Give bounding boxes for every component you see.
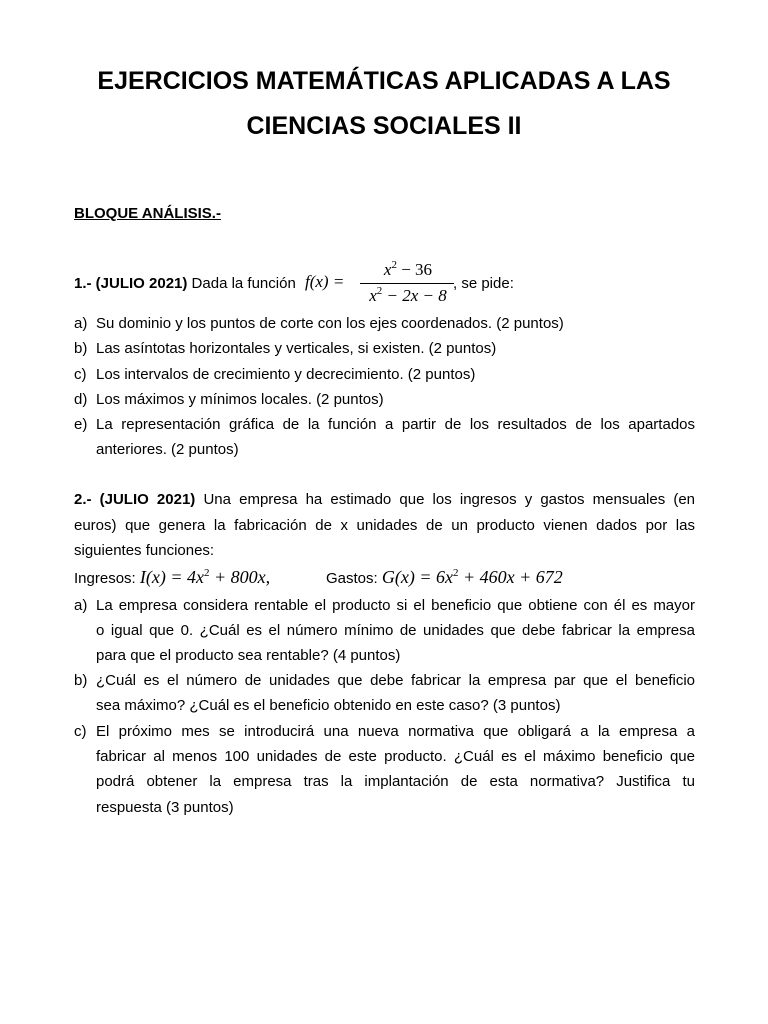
q2-item-a-line-2: o igual que 0. ¿Cuál es el número mínimo de unidades que debe fabricar la empresa (96, 622, 695, 639)
q2-item-c-line-3: podrá obtener la empresa tras la implantación de esta normativa? Justifica tu (96, 773, 695, 790)
q2-intro-line-3: siguientes funciones: (74, 542, 215, 559)
q1-tail: , se pide: (453, 275, 514, 292)
q1-lead (74, 275, 296, 292)
q2-intro-line-2: euros) que genera la fabricación de x unidades de un producto vienen dados por las (74, 517, 695, 534)
fraction-bar (360, 283, 454, 284)
q2-gastos: Gastos: $G(x) = 6x^2 + 460x + 672$ (326, 567, 563, 587)
q2-intro-line-1: 2.- (JULIO 2021) Una empresa ha estimado que los ingresos y gastos mensuales (en (74, 491, 696, 508)
q1-function-name: f(x) = (305, 272, 345, 291)
page-title-line-1: EJERCICIOS MATEMÁTICAS APLICADAS A LAS (97, 67, 671, 95)
q2-item-a-line-3: para que el producto sea rentable? (4 puntos) (96, 647, 401, 664)
q2-ingresos: Ingresos: $I(x) = 4x^2 + 800x$, (74, 567, 271, 587)
q1-numerator: $x^2 - 36$ (383, 259, 433, 279)
document-page: EJERCICIOS MATEMÁTICAS APLICADAS A LAS CIENCIAS SOCIALES II BLOQUE ANÁLISIS.- 1.- (JULIO 2021) Dada la función f(x) = $x^2 - 36$ $x^2 - 2x - 8$ , se pide: a) Su dominio y los puntos de corte con los ejes coordenados. (2 puntos) b) Las asíntotas horizontales y verticales, si existen. (2 puntos) c) Los intervalos de crecimiento y decrecimiento. (2 puntos) d) Los máximos y mínimos locales. (2 puntos) e) La representación gráfica de la función a partir de los resultados de los apartados anteriores. (2 puntos) 2.- (JULIO 2021) Una empresa ha estimado que los ingresos y gastos mensuales (en euros) que genera la fabricación de x unidades de un producto vienen dados por las siguientes funciones: Ingresos: $I(x) = 4x^2 + 800x$, Gastos: $G(x) = 6x^2 + 460x + 672$ a) La empresa considera rentable el producto si el beneficio que obtiene con él es mayor o igual que 0. ¿Cuál es el número mínimo de unidades que debe fabricar la empresa para que el producto sea rentable? (4 puntos) b) ¿Cuál es el número de unidades que debe fabricar la empresa par que el beneficio sea máximo? ¿Cuál es el beneficio obtenido en este caso? (3 puntos) c) El próximo mes se introducirá una nueva normativa que obligará a la empresa a fabricar al menos 100 unidades de este producto. ¿Cuál es el máximo beneficio que podrá obtener la empresa tras la implantación de esta normativa? Justifica tu respuesta (3 puntos) (0, 0, 768, 1024)
q1-lead-text: Dada la función (191, 275, 296, 292)
q1-denominator: $x^2 - 2x - 8$ (369, 285, 447, 305)
q2-item-b-line-2: sea máximo? ¿Cuál es el beneficio obtenido en este caso? (3 puntos) (96, 697, 561, 714)
q1-item-e-cont: anteriores. (2 puntos) (96, 441, 239, 458)
q2-item-c-line-2: fabricar al menos 100 unidades de este producto. ¿Cuál es el máximo beneficio que (96, 748, 695, 765)
page-title-line-2: CIENCIAS SOCIALES II (246, 112, 522, 140)
q1-number: 1.- (JULIO 2021) (74, 275, 188, 292)
block-heading: BLOQUE ANÁLISIS.- (74, 205, 221, 222)
q2-item-c-line-4: respuesta (3 puntos) (96, 799, 234, 816)
